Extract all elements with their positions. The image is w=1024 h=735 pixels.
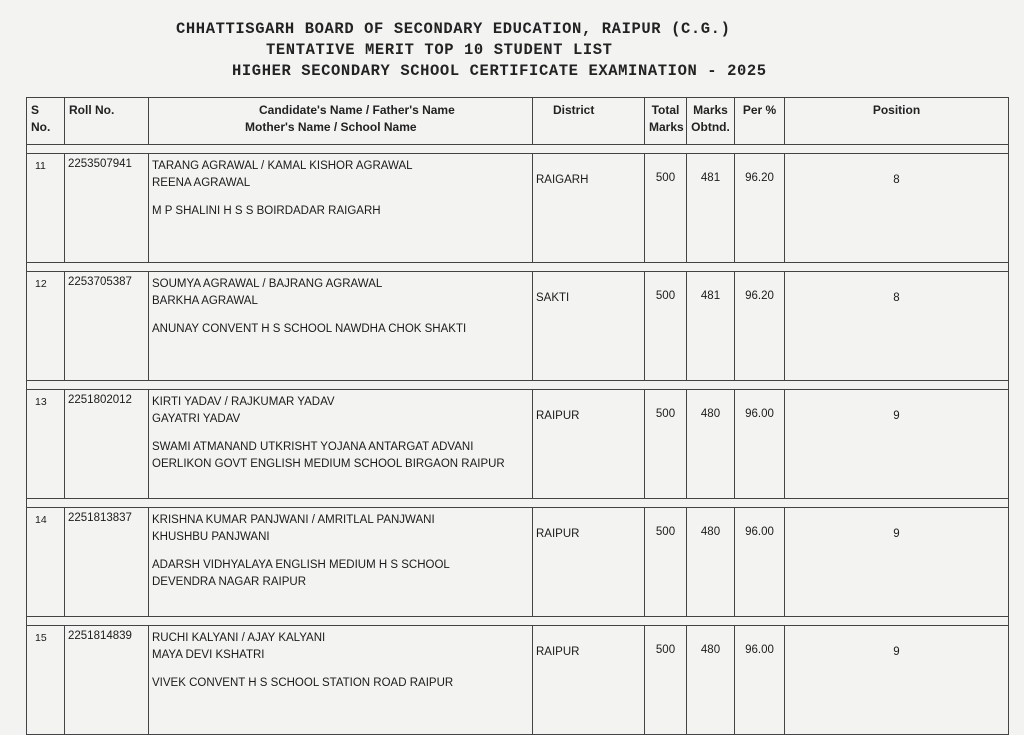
col-header-percent: Per %: [735, 98, 785, 145]
cell-position: 9: [785, 390, 1009, 499]
cell-district: RAIPUR: [533, 390, 645, 499]
cell-sno: 12: [27, 272, 65, 381]
mother-name: KHUSHBU PANJWANI: [152, 531, 270, 543]
cell-names: [149, 390, 533, 499]
row-gap: [27, 617, 1009, 626]
cell-obtained: 481: [687, 272, 735, 381]
col-header-district: District: [533, 98, 645, 145]
col-header-total: Total Marks: [645, 98, 687, 145]
cell-sno: 14: [27, 508, 65, 617]
candidate-father-name: KRISHNA KUMAR PANJWANI / AMRITLAL PANJWANI: [152, 514, 435, 526]
mother-name: REENA AGRAWAL: [152, 177, 251, 189]
cell-position: 9: [785, 508, 1009, 617]
cell-obtained: 481: [687, 154, 735, 263]
cell-total: 500: [645, 154, 687, 263]
col-header-name-line1: Candidate's Name / Father's Name: [259, 103, 455, 117]
table-row: [27, 154, 1009, 263]
cell-obtained: 480: [687, 626, 735, 735]
mother-name: GAYATRI YADAV: [152, 413, 241, 425]
col-header-roll: Roll No.: [65, 98, 149, 145]
school-name: VIVEK CONVENT H S SCHOOL STATION ROAD RAIPUR: [152, 677, 454, 689]
candidate-father-name: TARANG AGRAWAL / KAMAL KISHOR AGRAWAL: [152, 160, 413, 172]
cell-sno: 11: [27, 154, 65, 263]
cell-total: 500: [645, 626, 687, 735]
school-name-cont: DEVENDRA NAGAR RAIPUR: [152, 576, 307, 588]
cell-position: 9: [785, 626, 1009, 735]
row-gap: [27, 145, 1009, 154]
row-gap: [27, 499, 1009, 508]
col-header-name: [149, 98, 533, 145]
row-gap: [27, 381, 1009, 390]
candidate-father-name: RUCHI KALYANI / AJAY KALYANI: [152, 632, 326, 644]
school-name: M P SHALINI H S S BOIRDADAR RAIGARH: [152, 205, 381, 217]
cell-roll: 2253705387: [65, 272, 149, 381]
mother-name: MAYA DEVI KSHATRI: [152, 649, 265, 661]
col-header-obtained: Marks Obtnd.: [687, 98, 735, 145]
cell-position: 8: [785, 154, 1009, 263]
table-row: [27, 508, 1009, 617]
cell-obtained: 480: [687, 390, 735, 499]
table-row: [27, 272, 1009, 381]
cell-names: [149, 626, 533, 735]
col-header-name-line2: Mother's Name / School Name: [245, 120, 417, 134]
cell-obtained: 480: [687, 508, 735, 617]
list-title: TENTATIVE MERIT TOP 10 STUDENT LIST: [266, 41, 613, 59]
cell-district: SAKTI: [533, 272, 645, 381]
cell-roll: 2251814839: [65, 626, 149, 735]
table-row: [27, 626, 1009, 735]
cell-total: 500: [645, 272, 687, 381]
cell-total: 500: [645, 508, 687, 617]
candidate-father-name: KIRTI YADAV / RAJKUMAR YADAV: [152, 396, 335, 408]
cell-position: 8: [785, 272, 1009, 381]
exam-title: HIGHER SECONDARY SCHOOL CERTIFICATE EXAMINATION - 2025: [232, 62, 767, 80]
school-name: ADARSH VIDHYALAYA ENGLISH MEDIUM H S SCHOOL: [152, 559, 450, 571]
cell-roll: 2251802012: [65, 390, 149, 499]
cell-district: RAIPUR: [533, 626, 645, 735]
cell-percent: 96.00: [735, 390, 785, 499]
col-header-position: Position: [785, 98, 1009, 145]
table-header-row: [27, 98, 1009, 145]
merit-table: [26, 97, 1009, 735]
cell-percent: 96.20: [735, 272, 785, 381]
cell-district: RAIPUR: [533, 508, 645, 617]
school-name: ANUNAY CONVENT H S SCHOOL NAWDHA CHOK SHAKTI: [152, 323, 467, 335]
cell-percent: 96.20: [735, 154, 785, 263]
cell-names: [149, 154, 533, 263]
cell-roll: 2253507941: [65, 154, 149, 263]
school-name: SWAMI ATMANAND UTKRISHT YOJANA ANTARGAT ADVANI: [152, 441, 474, 453]
row-gap: [27, 263, 1009, 272]
mother-name: BARKHA AGRAWAL: [152, 295, 258, 307]
cell-sno: 13: [27, 390, 65, 499]
cell-roll: 2251813837: [65, 508, 149, 617]
school-name-cont: OERLIKON GOVT ENGLISH MEDIUM SCHOOL BIRGAON RAIPUR: [152, 458, 505, 470]
table-row: [27, 390, 1009, 499]
cell-names: [149, 272, 533, 381]
cell-percent: 96.00: [735, 626, 785, 735]
cell-names: [149, 508, 533, 617]
candidate-father-name: SOUMYA AGRAWAL / BAJRANG AGRAWAL: [152, 278, 383, 290]
cell-total: 500: [645, 390, 687, 499]
cell-percent: 96.00: [735, 508, 785, 617]
cell-district: RAIGARH: [533, 154, 645, 263]
cell-sno: 15: [27, 626, 65, 735]
board-title: CHHATTISGARH BOARD OF SECONDARY EDUCATION, RAIPUR (C.G.): [176, 20, 731, 38]
col-header-sno: S No.: [27, 98, 65, 145]
